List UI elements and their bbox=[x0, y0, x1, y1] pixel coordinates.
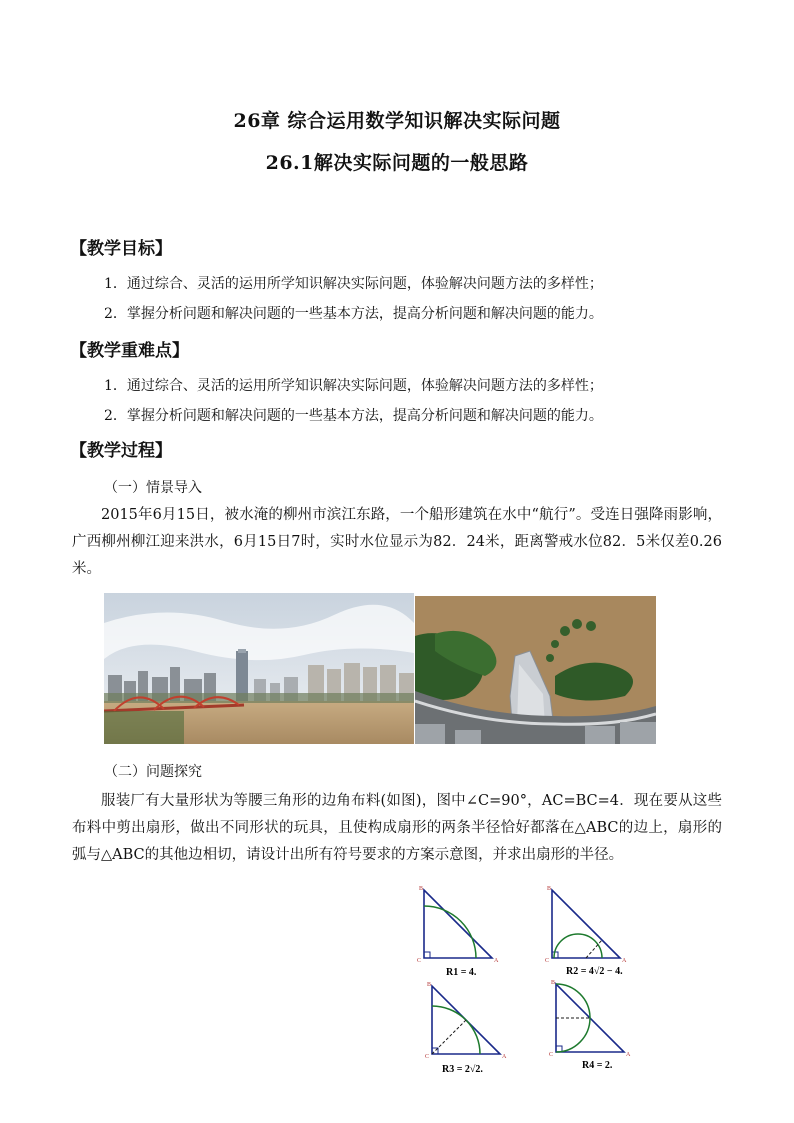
caption-r2: R2 = 4√2 − 4. bbox=[566, 966, 623, 977]
vertex-a-label: A bbox=[622, 958, 627, 964]
key-points-heading: 【教学重难点】 bbox=[70, 341, 189, 361]
key-point-item: 2．掌握分析问题和解决问题的一些基本方法，提高分析问题和解决问题的能力。 bbox=[104, 408, 603, 424]
triangle-abc bbox=[424, 890, 492, 958]
vertex-a-label: A bbox=[494, 958, 499, 964]
vertex-c-label: C bbox=[425, 1054, 430, 1060]
triangle-abc bbox=[552, 890, 620, 958]
explore-paragraph: 服装厂有大量形状为等腰三角形的边角布料(如图)，图中∠C=90°，AC=BC=4．现在要从这些布料中剪出扇形，做出不同形状的玩具，且使构成扇形的两条半径恰好都落在△ABC的边上，扇形的弧与△ABC的其他边相切，请设计出所有符号要求的方案示意图，并求出扇形的半径。 bbox=[72, 793, 722, 863]
figure-1 bbox=[416, 882, 512, 978]
figure-4 bbox=[548, 976, 648, 1072]
intro-paragraph: 2015年6月15日，被水淹的柳州市滨江东路，一个船形建筑在水中“航行”。受连日强降雨影响，广西柳州柳江迎来洪水，6月15日7时，实时水位显示为82．24米，距离警戒水位82．5米仅差0.26米。 bbox=[72, 507, 722, 577]
vertex-a-label: A bbox=[626, 1052, 631, 1058]
caption-r4: R4 = 2. bbox=[582, 1060, 613, 1071]
caption-r1: R1 = 4. bbox=[446, 967, 477, 978]
caption-r3: R3 = 2√2. bbox=[442, 1064, 483, 1075]
objective-item: 1．通过综合、灵活的运用所学知识解决实际问题，体验解决问题方法的多样性； bbox=[104, 276, 603, 292]
figure-2 bbox=[544, 882, 644, 978]
vertex-c-label: C bbox=[545, 958, 550, 964]
vertex-a-label: A bbox=[502, 1054, 507, 1060]
vertex-b-label: B bbox=[427, 982, 432, 988]
aerial-flood-photo bbox=[415, 596, 656, 744]
objectives-heading: 【教学目标】 bbox=[70, 239, 172, 259]
process-heading: 【教学过程】 bbox=[70, 441, 172, 461]
vertex-c-label: C bbox=[549, 1052, 554, 1058]
vertex-c-label: C bbox=[417, 958, 422, 964]
intro-label: （一）情景导入 bbox=[104, 480, 202, 496]
sector-arc bbox=[424, 906, 476, 958]
vertex-b-label: B bbox=[547, 886, 552, 892]
vertex-b-label: B bbox=[419, 886, 424, 892]
sector-arc bbox=[554, 934, 602, 958]
chapter-title: 26章 综合运用数学知识解决实际问题 bbox=[233, 110, 561, 132]
objective-item: 2．掌握分析问题和解决问题的一些基本方法，提高分析问题和解决问题的能力。 bbox=[104, 306, 603, 322]
key-point-item: 1．通过综合、灵活的运用所学知识解决实际问题，体验解决问题方法的多样性； bbox=[104, 378, 603, 394]
city-flood-photo bbox=[104, 593, 414, 744]
explore-label: （二）问题探究 bbox=[104, 764, 202, 780]
figure-3 bbox=[424, 980, 524, 1076]
vertex-b-label: B bbox=[551, 980, 556, 986]
section-title: 26.1解决实际问题的一般思路 bbox=[265, 152, 529, 174]
